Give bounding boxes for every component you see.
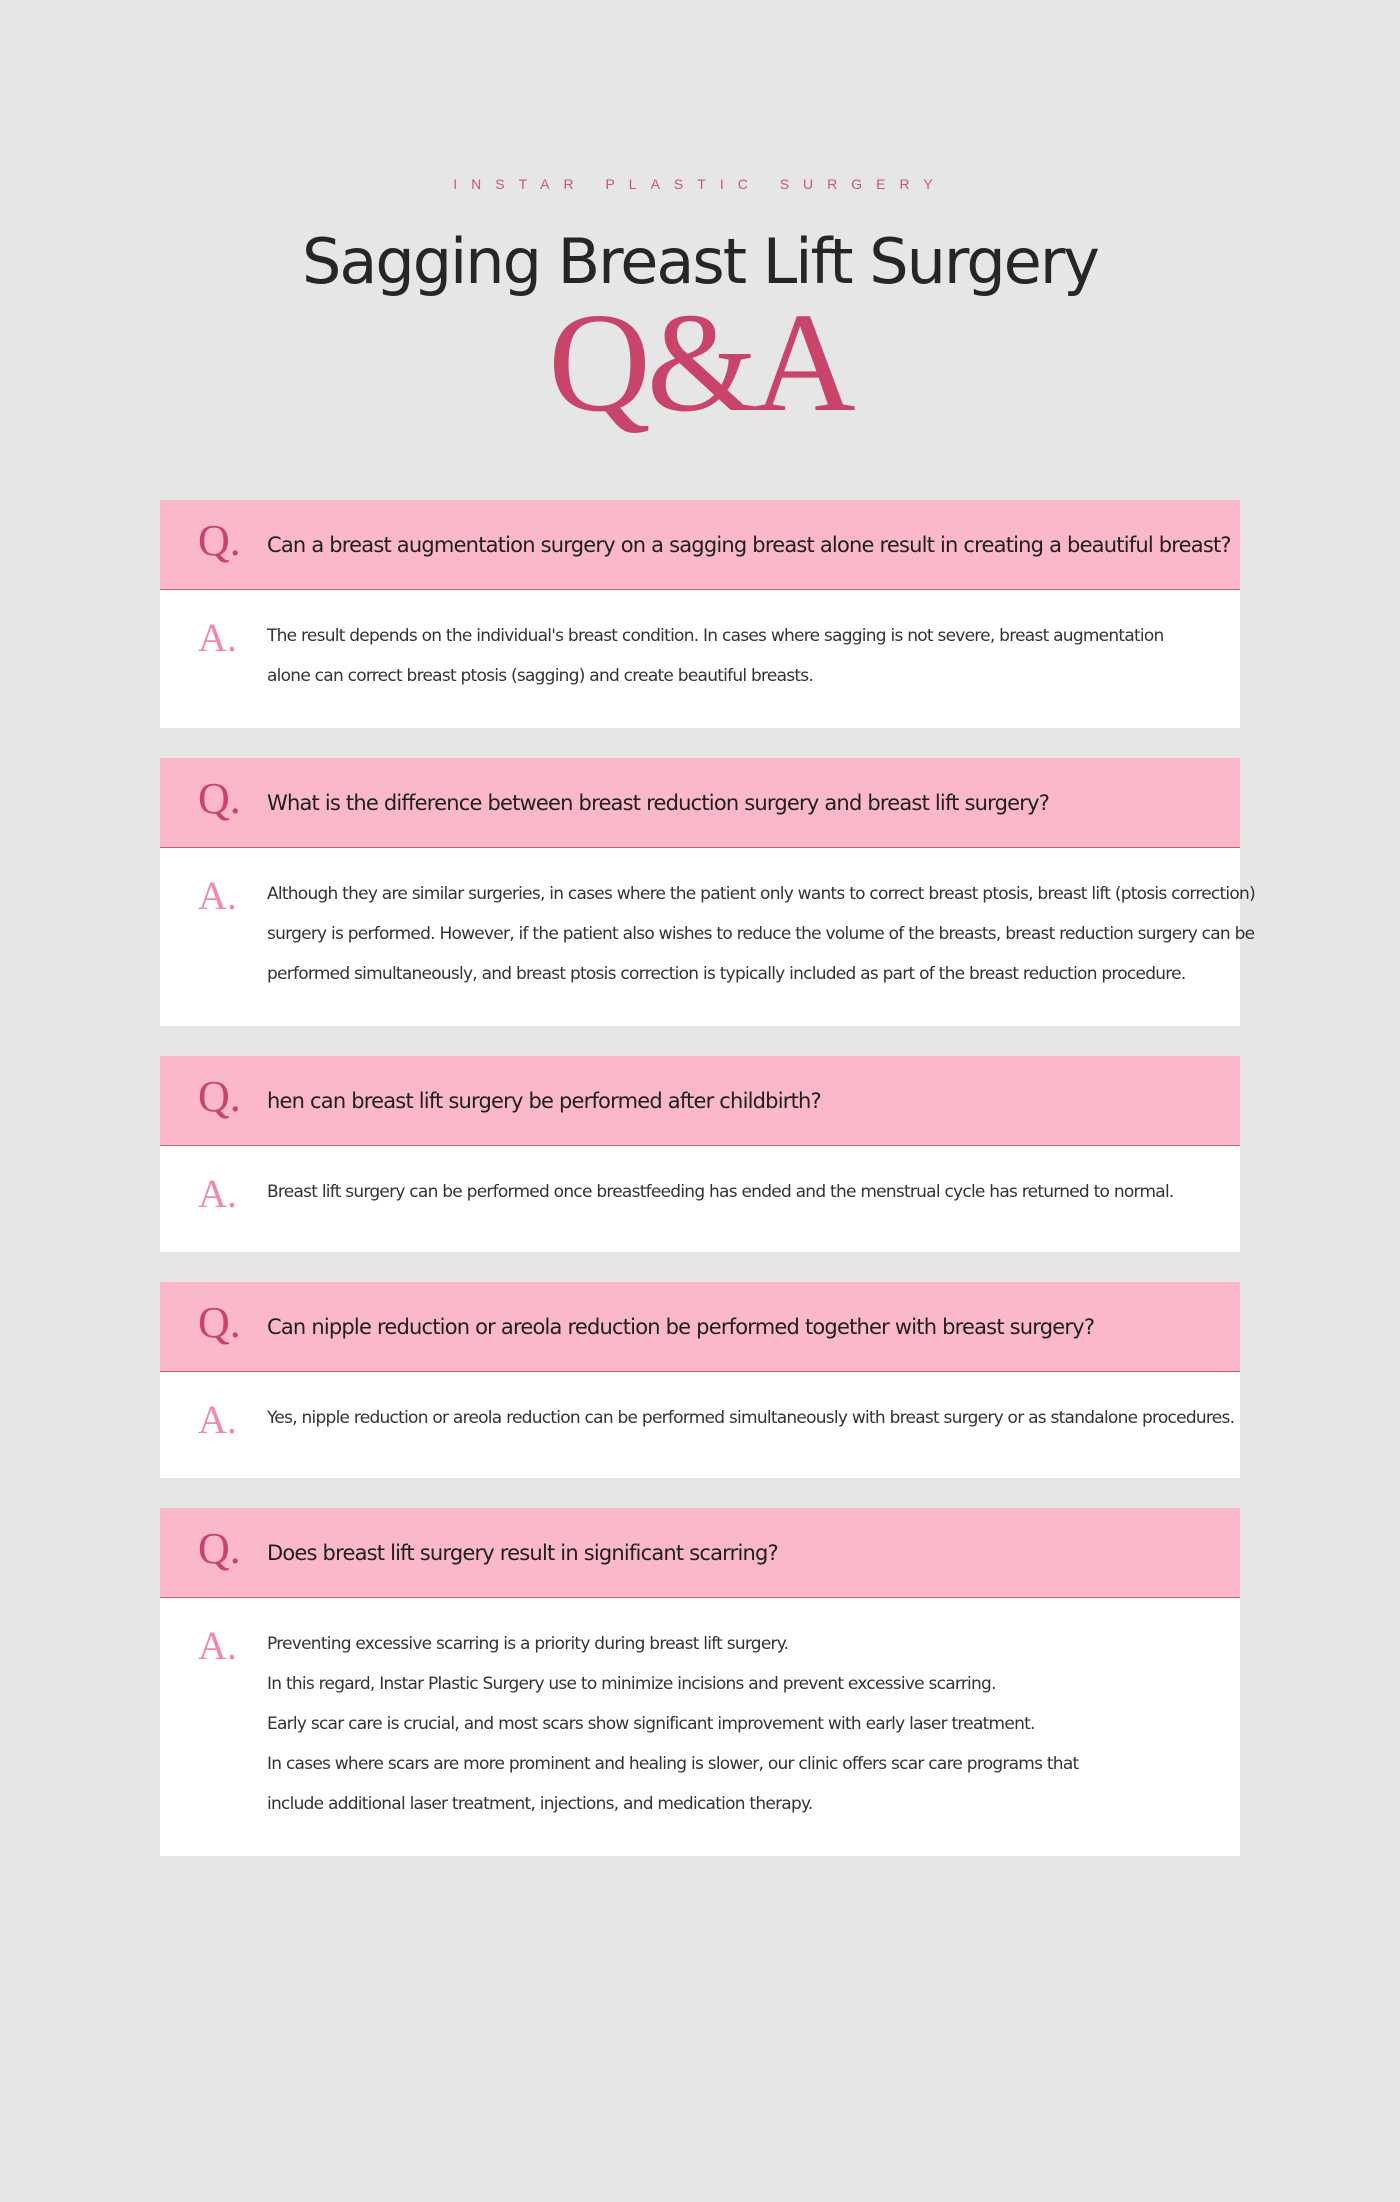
faq-list — [160, 500, 1255, 1886]
question-text: Does breast lift surgery result in significant scarring? — [267, 1540, 778, 1565]
faq-answer — [160, 1146, 1240, 1252]
question-marker: Q. — [198, 1523, 241, 1573]
answer-text — [267, 1398, 1234, 1446]
faq-answer — [160, 1598, 1240, 1856]
question-text: Can nipple reduction or areola reduction be performed together with breast surgery? — [267, 1314, 1095, 1339]
faq-question[interactable] — [160, 500, 1240, 590]
answer-marker: A. — [198, 1397, 237, 1442]
answer-marker: A. — [198, 1171, 237, 1216]
answer-line: The result depends on the individual's breast condition. In cases where sagging is not severe, breast augmentation — [267, 626, 1164, 646]
answer-marker: A. — [198, 1623, 237, 1668]
faq-answer — [160, 1372, 1240, 1478]
answer-marker: A. — [198, 615, 237, 660]
faq-item — [160, 758, 1255, 1026]
faq-question[interactable] — [160, 1508, 1240, 1598]
faq-item — [160, 1508, 1240, 1856]
faq-answer — [160, 590, 1240, 728]
faq-question[interactable] — [160, 758, 1240, 848]
faq-item — [160, 500, 1240, 728]
question-text: Can a breast augmentation surgery on a sagging breast alone result in creating a beautiful breast? — [267, 532, 1231, 557]
answer-line: include additional laser treatment, injections, and medication therapy. — [267, 1794, 813, 1814]
faq-question[interactable] — [160, 1056, 1240, 1146]
answer-line: performed simultaneously, and breast ptosis correction is typically included as part of the breast reduction procedure. — [267, 964, 1186, 984]
question-marker: Q. — [198, 773, 241, 823]
question-text: hen can breast lift surgery be performed after childbirth? — [267, 1088, 821, 1113]
answer-line: Breast lift surgery can be performed once breastfeeding has ended and the menstrual cycle has returned to normal. — [267, 1182, 1174, 1202]
answer-line: Preventing excessive scarring is a priority during breast lift surgery. — [267, 1634, 789, 1654]
brand-label: INSTAR PLASTIC SURGERY — [453, 176, 947, 192]
answer-line: Early scar care is crucial, and most scars show significant improvement with early laser treatment. — [267, 1714, 1035, 1734]
question-marker: Q. — [198, 1071, 241, 1121]
faq-item — [160, 1282, 1240, 1478]
answer-marker: A. — [198, 873, 237, 918]
faq-item — [160, 1056, 1240, 1252]
answer-text — [267, 874, 1255, 994]
answer-text — [267, 1624, 1078, 1824]
answer-line: alone can correct breast ptosis (sagging) and create beautiful breasts. — [267, 666, 814, 686]
answer-text — [267, 1172, 1174, 1220]
page-title: Sagging Breast Lift Surgery — [301, 225, 1099, 298]
faq-answer — [160, 848, 1255, 1026]
question-text: What is the difference between breast reduction surgery and breast lift surgery? — [267, 790, 1050, 815]
answer-line: Yes, nipple reduction or areola reduction can be performed simultaneously with breast surgery or as standalone procedures. — [267, 1408, 1235, 1428]
question-marker: Q. — [198, 515, 241, 565]
question-marker: Q. — [198, 1297, 241, 1347]
answer-line: In this regard, Instar Plastic Surgery use to minimize incisions and prevent excessive scarring. — [267, 1674, 996, 1694]
answer-line: In cases where scars are more prominent and healing is slower, our clinic offers scar care programs that — [267, 1754, 1079, 1774]
faq-question[interactable] — [160, 1282, 1240, 1372]
answer-line: surgery is performed. However, if the patient also wishes to reduce the volume of the breasts, breast reduction surgery can be — [267, 924, 1255, 944]
answer-line: Although they are similar surgeries, in cases where the patient only wants to correct breast ptosis, breast lift (ptosis correction) — [267, 884, 1255, 904]
page-subtitle: Q&A — [548, 283, 852, 441]
answer-text — [267, 616, 1164, 696]
